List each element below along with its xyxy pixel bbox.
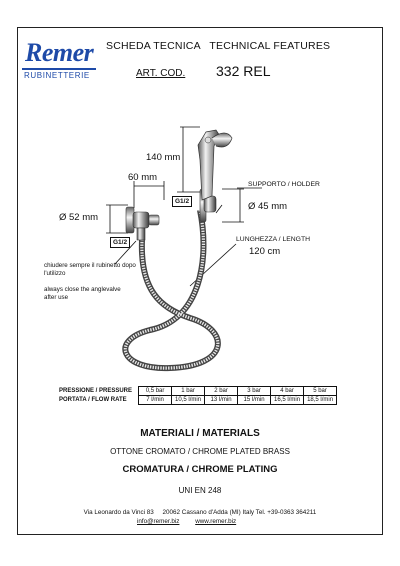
dimension-height: 140 mm: [146, 152, 181, 163]
usage-note-english: always close the anglevalve after use: [44, 286, 121, 301]
pressure-cell: 0,5 bar: [139, 387, 172, 396]
article-code-value: 332 REL: [216, 63, 271, 79]
brand-logo: Remer: [25, 38, 94, 67]
brand-subtitle: RUBINETTERIE: [24, 71, 90, 80]
dimension-width: 60 mm: [128, 172, 158, 183]
pressure-cell: 5 bar: [304, 387, 337, 396]
material-description: OTTONE CROMATO / CHROME PLATED BRASS: [110, 447, 290, 456]
table-row: [56, 387, 337, 396]
pressure-cell: 3 bar: [238, 387, 271, 396]
pressure-flow-table: [56, 386, 337, 405]
length-value: 120 cm: [249, 246, 281, 257]
dimension-holder-diameter: Ø 45 mm: [248, 201, 288, 212]
flow-cell: 15 l/min: [238, 396, 271, 405]
pressure-cell: 4 bar: [271, 387, 304, 396]
email-link[interactable]: info@remer.biz: [137, 518, 180, 525]
flow-cell: 10,5 l/min: [172, 396, 205, 405]
pressure-row-label: PRESSIONE / PRESSURE: [59, 388, 133, 394]
thread-label-top: G1/2: [172, 196, 192, 207]
website-link[interactable]: www.remer.biz: [195, 518, 237, 525]
flow-row-label: PORTATA / FLOW RATE: [59, 397, 127, 403]
dimension-valve-diameter: Ø 52 mm: [59, 212, 99, 223]
plating-description: CROMATURA / CHROME PLATING: [122, 464, 278, 475]
hand-shower: [198, 130, 232, 200]
company-address: Via Leonardo da Vinci 83 20062 Cassano d'Adda (MI) Italy Tel. +39-0363 364211: [83, 509, 317, 516]
holder-label: SUPPORTO / HOLDER: [248, 181, 320, 188]
usage-note-italian: chiudere sempre il rubinetto dopo l'utilizzo: [44, 262, 136, 277]
article-code-label: ART. COD.: [136, 68, 186, 79]
flow-cell: 16,5 l/min: [271, 396, 304, 405]
standard-reference: UNI EN 248: [178, 486, 222, 495]
materials-heading: MATERIALI / MATERIALS: [140, 428, 260, 439]
flow-cell: 7 l/min: [139, 396, 172, 405]
length-label: LUNGHEZZA / LENGTH: [236, 236, 311, 243]
pressure-cell: 2 bar: [205, 387, 238, 396]
flow-cell: 13 l/min: [205, 396, 238, 405]
sheet-title: SCHEDA TECNICA TECHNICAL FEATURES: [106, 40, 331, 52]
thread-label-valve: G1/2: [110, 237, 130, 248]
flow-cell: 18,5 l/min: [304, 396, 337, 405]
table-row: [56, 396, 337, 405]
contact-links: [137, 518, 250, 525]
pressure-cell: 1 bar: [172, 387, 205, 396]
angle-valve: [126, 207, 159, 240]
